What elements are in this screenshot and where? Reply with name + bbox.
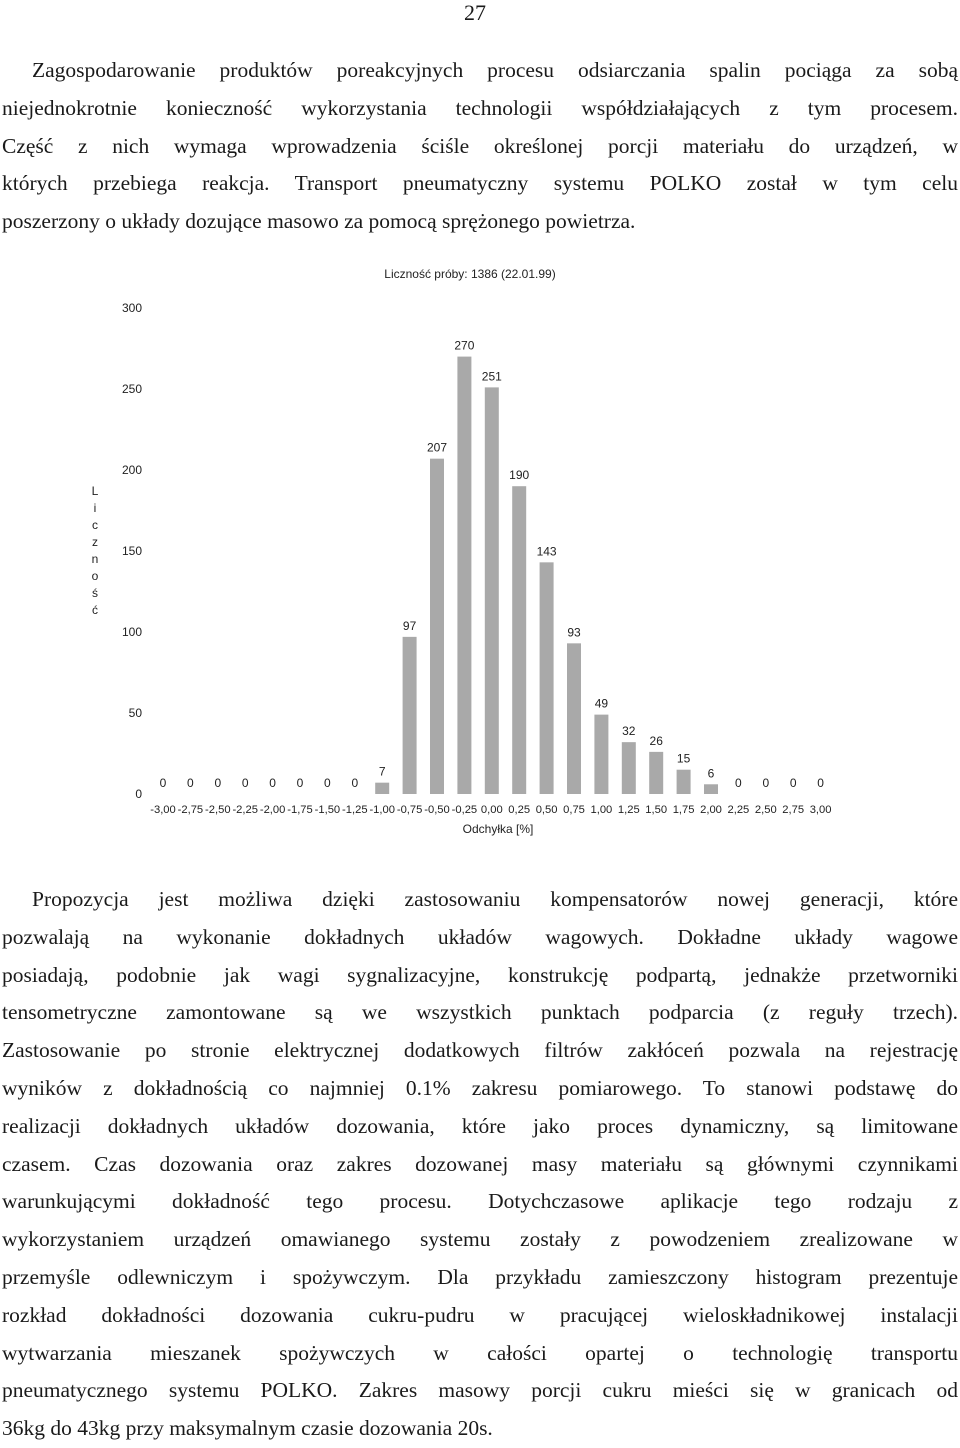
x-tick-label: 1,25 xyxy=(617,804,640,816)
bar xyxy=(485,387,499,794)
bar-data-label: 0 xyxy=(789,776,797,790)
x-tick-label: 0,00 xyxy=(480,804,503,816)
x-tick-label: -2,50 xyxy=(205,804,231,816)
bar-data-label: 143 xyxy=(536,544,557,559)
text-line: realizacji dokładnych układów dozowania, które jako proces dynamiczny, są limitowane xyxy=(2,1113,958,1138)
y-axis-label xyxy=(92,484,99,617)
bar xyxy=(512,486,526,794)
y-axis-label-letter: z xyxy=(92,535,98,549)
bar xyxy=(403,637,417,794)
y-tick-label: 250 xyxy=(121,382,142,396)
y-axis-label-letter: n xyxy=(91,552,99,566)
text-line: rozkład dokładności dozowania cukru-pudru w pracującej wieloskładnikowej instalacji xyxy=(2,1302,958,1327)
x-tick-label: -1,75 xyxy=(287,804,313,816)
y-tick-label: 150 xyxy=(121,544,142,558)
x-tick-label: -1,50 xyxy=(314,804,341,816)
text-line: wykorzystaniem urządzeń omawianego systemu zostały z powodzeniem zrealizowane w xyxy=(2,1227,958,1252)
bar-data-label: 0 xyxy=(735,776,742,790)
bar-data-label: 0 xyxy=(762,776,770,790)
x-axis-label: Odchyłka [%] xyxy=(462,822,534,836)
page-number: 27 xyxy=(464,0,486,25)
bar-data-label: 0 xyxy=(187,776,194,790)
bar-data-label: 0 xyxy=(269,776,276,790)
text-line: Część z nich wymaga wprowadzenia ściśle określonej porcji materiału do urządzeń, w xyxy=(2,133,958,158)
bar-data-label: 6 xyxy=(707,766,715,781)
paragraph-top xyxy=(2,52,958,241)
x-tick-label: -1,25 xyxy=(342,804,368,816)
bar xyxy=(375,783,389,794)
text-line: Zastosowanie po stronie elektrycznej dodatkowych filtrów zakłóceń pozwala na rejestrację xyxy=(2,1038,958,1063)
bar-data-label: 0 xyxy=(324,776,331,790)
bar-data-label: 0 xyxy=(817,776,824,790)
x-tick-label: -0,75 xyxy=(396,804,423,816)
bar-data-label: 93 xyxy=(567,625,581,640)
bar xyxy=(430,459,444,794)
text-line: czasem. Czas dozowania oraz zakres dozowanej masy materiału są głównymi czynnikami xyxy=(2,1151,958,1176)
text-line: pneumatycznego systemu POLKO. Zakres masowy porcji cukru mieści się w granicach od xyxy=(2,1378,958,1403)
y-tick-label: 300 xyxy=(121,301,142,315)
x-tick-label: -1,00 xyxy=(369,804,395,816)
bar-data-label: 26 xyxy=(649,733,663,748)
text-line: posiadają, podobnie jak wagi sygnalizacyjne, konstrukcję podpartą, jednakże przetworniki xyxy=(2,962,958,987)
bar-series xyxy=(375,357,718,794)
bar-data-label: 251 xyxy=(481,369,502,384)
bar-data-label: 7 xyxy=(378,764,386,779)
bar-data-label: 0 xyxy=(296,776,304,790)
bar-data-label: 32 xyxy=(622,724,636,739)
x-tick-label: 2,00 xyxy=(700,804,722,816)
text-line: przemyśle odlewniczym i spożywczym. Dla przykładu zamieszczony histogram prezentuje xyxy=(2,1264,958,1289)
x-tick-label: 1,75 xyxy=(672,804,695,816)
x-axis-ticks xyxy=(150,804,831,816)
x-tick-label: -3,00 xyxy=(150,804,176,816)
text-line: Propozycja jest możliwa dzięki zastosowaniu kompensatorów nowej generacji, które xyxy=(32,887,958,911)
text-line: poszerzony o układy dozujące masowo za pomocą sprężonego powietrza. xyxy=(2,209,636,234)
x-tick-label: 2,25 xyxy=(727,804,750,816)
y-tick-label: 200 xyxy=(121,463,142,477)
x-tick-label: 1,50 xyxy=(645,804,668,816)
y-tick-label: 100 xyxy=(121,625,142,639)
bar xyxy=(457,357,471,794)
x-tick-label: 0,25 xyxy=(508,804,531,816)
bar xyxy=(567,643,581,794)
y-axis-label-letter: ś xyxy=(92,586,98,600)
bar xyxy=(649,752,663,794)
text-line: których przebiega reakcja. Transport pneumatyczny systemu POLKO został w tym celu xyxy=(2,171,958,196)
x-tick-label: 0,50 xyxy=(535,804,558,816)
x-tick-label: 2,50 xyxy=(754,804,777,816)
x-tick-label: -2,75 xyxy=(177,804,204,816)
bar xyxy=(622,742,636,794)
bar-data-label: 0 xyxy=(159,776,167,790)
text-line: pozwalają na wykonanie dokładnych układów wagowych. Dokładne układy wagowe xyxy=(2,924,958,949)
bar-data-label: 0 xyxy=(351,776,359,790)
text-line: 36kg do 43kg przy maksymalnym czasie dozowania 20s. xyxy=(2,1416,493,1441)
bar-data-label: 49 xyxy=(594,696,609,711)
y-axis-label-letter: i xyxy=(93,501,97,515)
bar xyxy=(704,784,718,794)
x-tick-label: 3,00 xyxy=(809,804,832,816)
x-tick-label: -2,25 xyxy=(232,804,258,816)
x-tick-label: 1,00 xyxy=(590,804,613,816)
bar xyxy=(594,715,608,794)
y-axis-label-letter: c xyxy=(92,518,98,532)
text-line: Zagospodarowanie produktów poreakcyjnych procesu odsiarczania spalin pociąga za sobą xyxy=(32,58,958,82)
bar xyxy=(540,562,554,794)
text-line: warunkującymi dokładność tego procesu. Dotychczasowe aplikacje tego rodzaju z xyxy=(2,1189,958,1214)
text-line: wytwarzania mieszanek spożywczych w całości opartej o technologię transportu xyxy=(2,1340,958,1365)
text-line: wyników z dokładnością co najmniej 0.1% zakresu pomiarowego. To stanowi podstawę do xyxy=(2,1075,958,1100)
x-tick-label: -2,00 xyxy=(259,804,286,816)
x-tick-label: 0,75 xyxy=(563,804,585,816)
x-tick-label: -0,50 xyxy=(424,804,450,816)
bar-data-label: 0 xyxy=(241,776,249,790)
bar xyxy=(677,770,691,794)
bar-data-label: 270 xyxy=(454,338,475,353)
paragraph-bottom xyxy=(2,881,958,1448)
x-tick-label: -0,25 xyxy=(451,804,478,816)
bar-data-label: 190 xyxy=(509,468,530,483)
chart-title: Liczność próby: 1386 (22.01.99) xyxy=(384,267,556,281)
text-line: niejednokrotnie konieczność wykorzystania technologii współdziałających z tym procesem. xyxy=(2,95,958,120)
bar-data-label: 0 xyxy=(214,776,222,790)
bar-data-label: 15 xyxy=(676,751,691,766)
y-axis-label-letter: ć xyxy=(92,603,98,617)
y-tick-label: 0 xyxy=(135,787,142,801)
histogram-chart xyxy=(0,258,960,848)
text-line: tensometryczne zamontowane są we wszystkich punktach podparcia (z reguły trzech). xyxy=(2,1000,958,1025)
bar-data-label: 207 xyxy=(426,440,448,455)
y-axis-label-letter: L xyxy=(91,484,99,498)
y-tick-label: 50 xyxy=(128,706,142,720)
bar-data-label: 97 xyxy=(402,618,417,633)
y-axis-label-letter: o xyxy=(91,569,99,583)
x-tick-label: 2,75 xyxy=(782,804,805,816)
y-axis-ticks xyxy=(122,301,142,801)
